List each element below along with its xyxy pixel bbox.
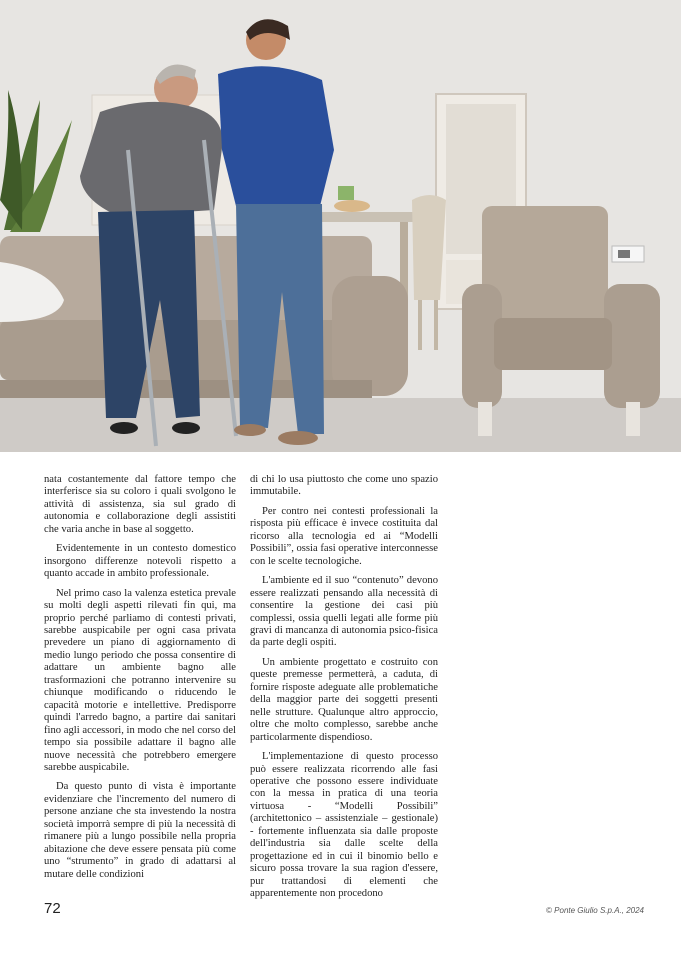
paragraph: L'ambiente ed il suo “contenuto” devono essere realizzati pensando alla necessità di consentire la gestione dei casi più complessi, ossia quelli legati alle forme più gravi di mancanza di autonomia psico-fisica da parte degli ospiti. <box>250 575 438 649</box>
paragraph: Un ambiente progettato e costruito con queste premesse permetterà, a caduta, di fornire risposte adeguate alle problematiche della maggior parte dei soggetti presenti nelle strutture. Qualunque altro approccio, oltre che molto complesso, sarebbe anche particolarmente dispendioso. <box>250 656 438 743</box>
floor <box>0 398 681 452</box>
copyright-notice: © Ponte Giulio S.p.A., 2024 <box>546 906 644 915</box>
paragraph: di chi lo usa piuttosto che come uno spazio immutabile. <box>250 474 438 498</box>
page-number: 72 <box>44 900 61 917</box>
dining-chair <box>412 195 446 300</box>
paragraph: Da questo punto di vista è importante evidenziare che l'incremento del numero di persone anziane che sta investendo la nostra società imporrà sempre di più la necessità di rimanere più a lungo possibile nella propria abitazione che deve essere pensata più come uno “strumento” in grado di adattarsi al mutare delle condizioni <box>44 781 236 880</box>
paragraph: nata costantemente dal fattore tempo che interferisce sia su coloro i quali svolgono le attività di assistenza, sia sul grado di autonomia e collaborazione degli assistiti che varia anche in base al soggetto. <box>44 474 236 535</box>
fruit-bowl <box>334 200 370 212</box>
text-column-left <box>44 474 236 888</box>
paragraph: Per contro nei contesti professionali la risposta più efficace è invece costituita dal ricorso alla tecnologia ed ai “Modelli Possibili”, ossia fasi operative interconnesse con le scelte tecnologiche. <box>250 505 438 567</box>
dining-table <box>320 212 424 222</box>
sofa <box>0 236 408 398</box>
paragraph: L'implementazione di questo processo può essere realizzata ricorrendo alle fasi operative che possono essere individuate con la messa in pratica di una teoria virtuosa - “Modelli Possibili” (architettonico – assistenziale – gestionale) - fortemente influenzata sia dalle proposte dell'industria sia dalle scelte della progettazione ed in cui il binomio bello e sicuro possa trovare la sua ragion d'essere, pur trattandosi di elementi che apparentemente non procedono <box>250 751 438 900</box>
paragraph: Nel primo caso la valenza estetica prevale su molti degli aspetti rilevati fin qui, ma proprio perché parliamo di contesti privati, sarebbe auspicabile per ogni casa privata prevedere un piano di aggiornamento di medio lungo periodo che possa consentire di adattare un ambiente bagno alle trasformazioni che potranno intervenire su chiunque modificando o riducendo le capacità motorie e intellettive. Predisporre quindi l'arredo bagno, a partire dai sanitari fino agli accessori, in modo che nel corso del tempo sia possibile adattare il bagno alle nuove necessità che potrebbero emergere sarebbe auspicabile. <box>44 587 236 773</box>
paragraph: Evidentemente in un contesto domestico insorgono differenze notevoli rispetto a quanto accade in ambito professionale. <box>44 543 236 580</box>
hero-photo <box>0 0 681 452</box>
text-column-right <box>250 474 438 908</box>
